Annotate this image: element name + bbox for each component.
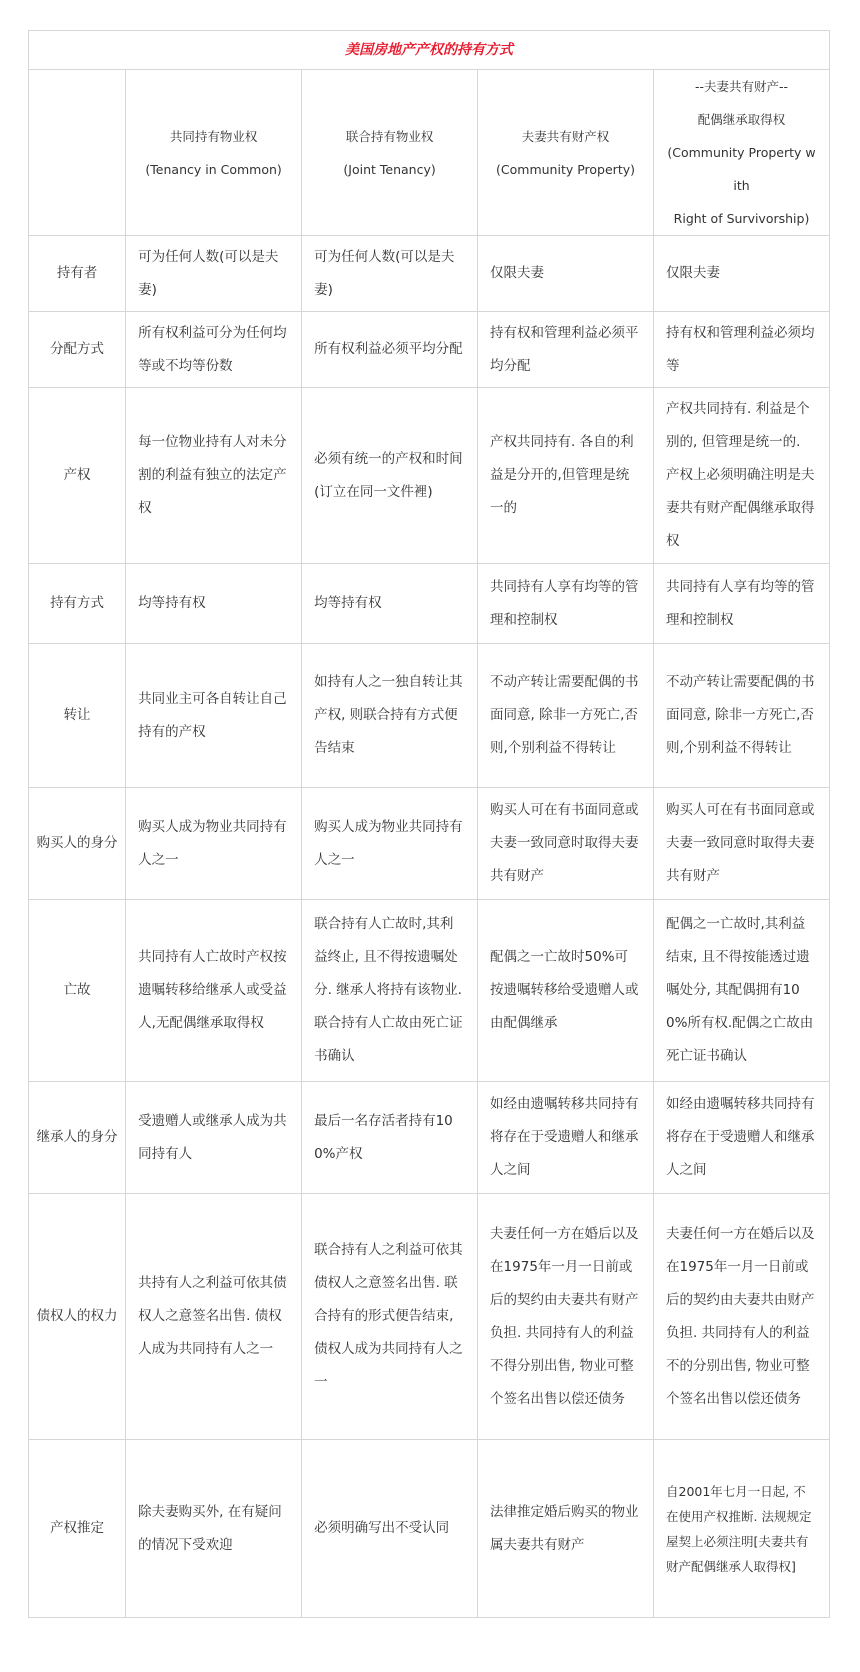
row-label: 持有者 [29, 236, 126, 312]
table-row [29, 1082, 830, 1194]
table-row [29, 312, 830, 388]
table-cell: 必须明确写出不受认同 [302, 1440, 478, 1618]
table-cell: 自2001年七月一日起, 不在使用产权推断. 法规规定屋契上必须注明[夫妻共有财产配偶继承人取得权] [654, 1440, 830, 1618]
table-cell: 产权共同持有. 利益是个别的, 但管理是统一的. 产权上必须明确注明是夫妻共有财产配偶继承取得权 [654, 388, 830, 564]
table-cell: 共同持有人享有均等的管理和控制权 [654, 564, 830, 644]
table-cell: 仅限夫妻 [478, 236, 654, 312]
row-label: 亡故 [29, 900, 126, 1082]
table-cell: 联合持有人亡故时,其利益终止, 且不得按遗嘱处分. 继承人将持有该物业.联合持有人亡故由死亡证书确认 [302, 900, 478, 1082]
header-community-property-survivorship [654, 70, 830, 236]
table-cell: 购买人可在有书面同意或夫妻一致同意时取得夫妻共有财产 [478, 788, 654, 900]
row-label: 转让 [29, 644, 126, 788]
table-cell: 所有权利益必须平均分配 [302, 312, 478, 388]
row-label: 购买人的身分 [29, 788, 126, 900]
table-cell: 联合持有人之利益可依其债权人之意签名出售. 联合持有的形式便告结束,债权人成为共同持有人之一 [302, 1194, 478, 1440]
header-col-1-text: 共同持有物业权 (Tenancy in Common) [145, 128, 282, 177]
table-cell: 不动产转让需要配偶的书面同意, 除非一方死亡,否则,个别利益不得转让 [654, 644, 830, 788]
table-cell: 购买人成为物业共同持有人之一 [126, 788, 302, 900]
table-cell: 法律推定婚后购买的物业属夫妻共有财产 [478, 1440, 654, 1618]
table-cell: 共同业主可各自转让自己持有的产权 [126, 644, 302, 788]
header-joint-tenancy [302, 70, 478, 236]
table-cell: 必须有统一的产权和时间(订立在同一文件裡) [302, 388, 478, 564]
row-label: 持有方式 [29, 564, 126, 644]
table-cell: 可为任何人数(可以是夫妻) [126, 236, 302, 312]
table-cell: 如经由遗嘱转移共同持有将存在于受遗赠人和继承人之间 [478, 1082, 654, 1194]
header-col-3-text: 夫妻共有财产权 (Community Property) [496, 128, 635, 177]
header-col-4-text: --夫妻共有财产-- 配偶继承取得权 (Community Property with Right of Survivorship) [667, 79, 816, 226]
ownership-table [28, 30, 830, 1618]
table-cell: 如经由遗嘱转移共同持有将存在于受遗赠人和继承人之间 [654, 1082, 830, 1194]
table-cell: 除夫妻购买外, 在有疑问的情况下受欢迎 [126, 1440, 302, 1618]
table-cell: 每一位物业持有人对未分割的利益有独立的法定产权 [126, 388, 302, 564]
header-empty [29, 70, 126, 236]
table-cell: 所有权利益可分为任何均等或不均等份数 [126, 312, 302, 388]
table-cell: 购买人可在有书面同意或夫妻一致同意时取得夫妻共有财产 [654, 788, 830, 900]
table-row [29, 564, 830, 644]
table-row [29, 788, 830, 900]
table-cell: 最后一名存活者持有100%产权 [302, 1082, 478, 1194]
table-cell: 产权共同持有. 各自的利益是分开的,但管理是统一的 [478, 388, 654, 564]
table-row [29, 1440, 830, 1618]
table-row [29, 388, 830, 564]
table-cell: 共持有人之利益可依其债权人之意签名出售. 债权人成为共同持有人之一 [126, 1194, 302, 1440]
table-cell: 共同持有人亡故时产权按遗嘱转移给继承人或受益人,无配偶继承取得权 [126, 900, 302, 1082]
table-title: 美国房地产产权的持有方式 [29, 31, 830, 70]
table-cell: 如持有人之一独自转让其产权, 则联合持有方式便告结束 [302, 644, 478, 788]
row-label: 产权 [29, 388, 126, 564]
table-row [29, 236, 830, 312]
table-row [29, 644, 830, 788]
header-tenancy-in-common [126, 70, 302, 236]
table-cell: 配偶之一亡故时50%可按遗嘱转移给受遗赠人或由配偶继承 [478, 900, 654, 1082]
table-cell: 仅限夫妻 [654, 236, 830, 312]
table-cell: 均等持有权 [302, 564, 478, 644]
table-cell: 可为任何人数(可以是夫妻) [302, 236, 478, 312]
table-cell: 受遗赠人或继承人成为共同持有人 [126, 1082, 302, 1194]
table-cell: 持有权和管理利益必须均等 [654, 312, 830, 388]
row-label: 分配方式 [29, 312, 126, 388]
page [28, 30, 830, 1618]
table-cell: 购买人成为物业共同持有人之一 [302, 788, 478, 900]
header-col-2-text: 联合持有物业权 (Joint Tenancy) [343, 128, 436, 177]
table-cell: 不动产转让需要配偶的书面同意, 除非一方死亡,否则,个别利益不得转让 [478, 644, 654, 788]
table-cell: 夫妻任何一方在婚后以及在1975年一月一日前或后的契约由夫妻共由财产负担. 共同持有人的利益不的分别出售, 物业可整个签名出售以偿还债务 [654, 1194, 830, 1440]
table-row [29, 1194, 830, 1440]
table-cell: 夫妻任何一方在婚后以及在1975年一月一日前或后的契约由夫妻共有财产负担. 共同持有人的利益不得分别出售, 物业可整个签名出售以偿还债务 [478, 1194, 654, 1440]
table-cell: 持有权和管理利益必须平均分配 [478, 312, 654, 388]
table-row [29, 900, 830, 1082]
table-cell: 均等持有权 [126, 564, 302, 644]
table-cell: 共同持有人享有均等的管理和控制权 [478, 564, 654, 644]
row-label: 债权人的权力 [29, 1194, 126, 1440]
row-label: 产权推定 [29, 1440, 126, 1618]
table-cell: 配偶之一亡故时,其利益结束, 且不得按能透过遗嘱处分, 其配偶拥有100%所有权.配偶之亡故由死亡证书确认 [654, 900, 830, 1082]
header-community-property [478, 70, 654, 236]
row-label: 继承人的身分 [29, 1082, 126, 1194]
header-row [29, 70, 830, 236]
